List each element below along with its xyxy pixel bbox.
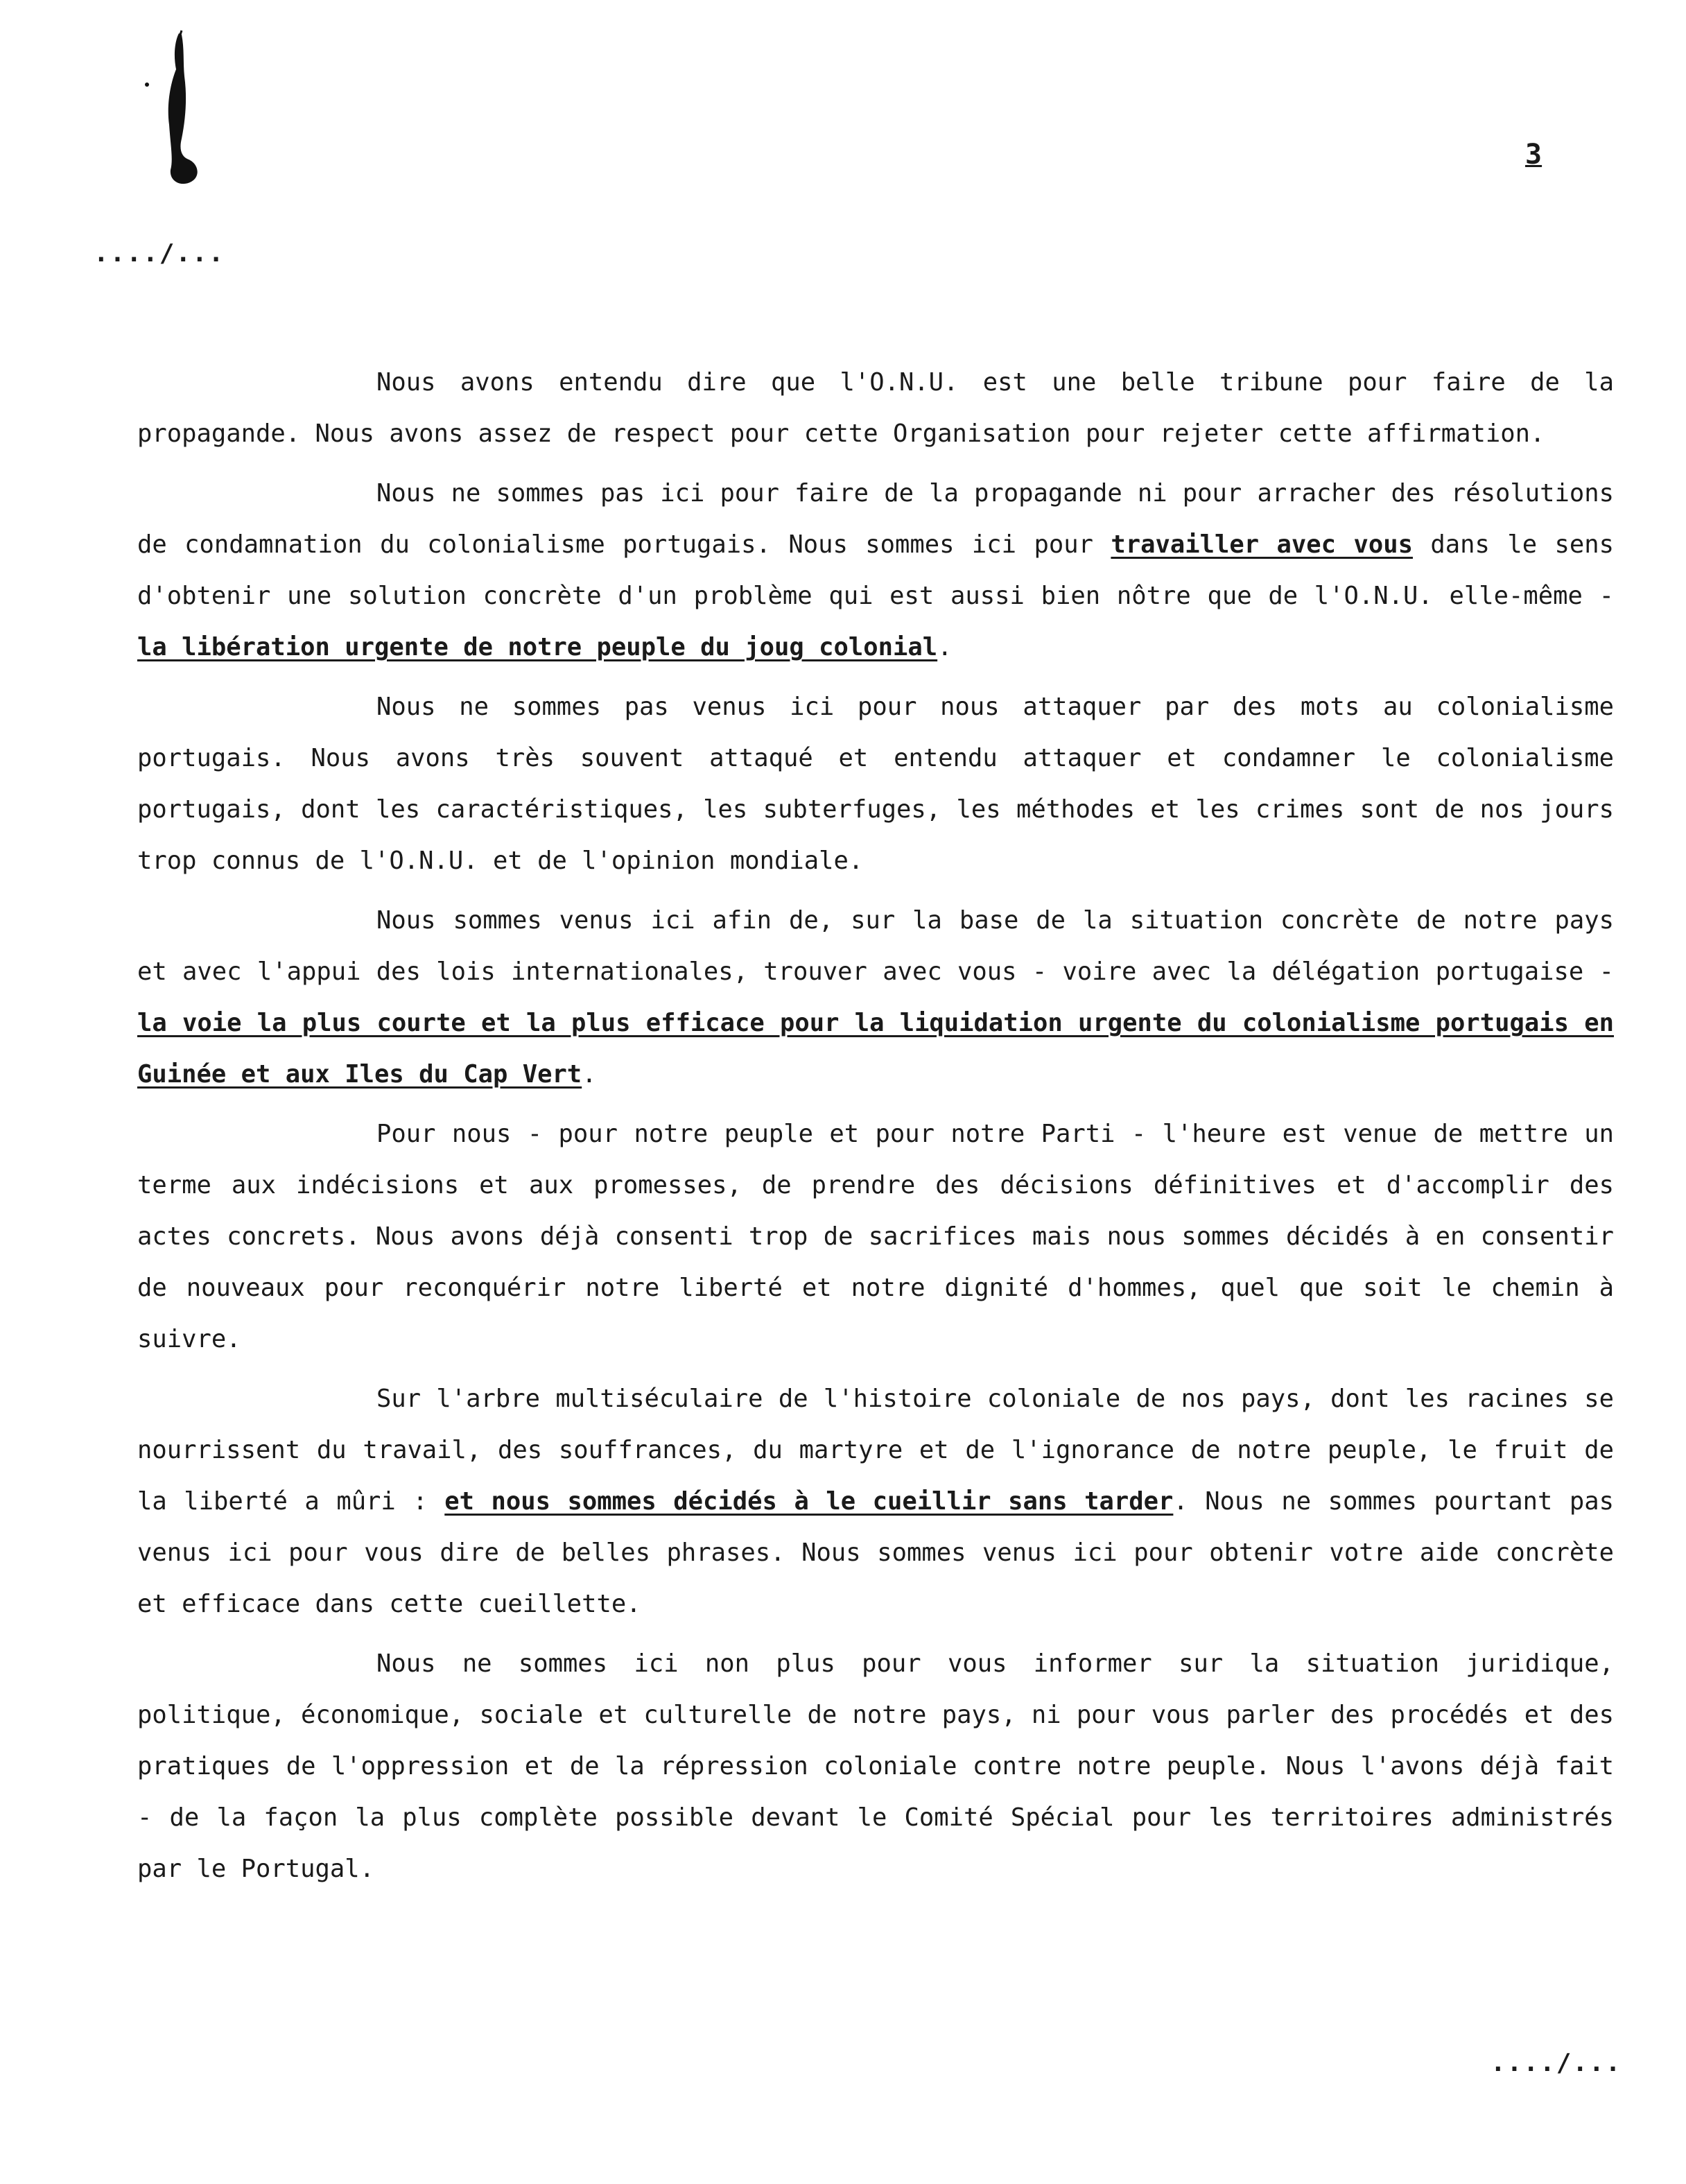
paragraph-6: Sur l'arbre multiséculaire de l'histoire coloniale de nos pays, dont les racines se nourrissent du travail, des souffrances, du martyre et de l'ignorance de notre peuple, le fruit de la liberté a mûri : et nous sommes décidés à le cueillir sans tarder. Nous ne sommes pourtant pas venus ici pour vous dire de belles phrases. Nous sommes venus ici pour obtenir votre aide concrète et efficace dans cette cueillette. [137, 1385, 1614, 1618]
ink-mark-icon [139, 28, 215, 187]
underlined-phrase: la voie la plus courte et la plus efficace pour la liquidation urgente du colonialisme portugais en Guinée et aux Iles du Cap Vert [137, 1009, 1614, 1089]
continuation-marker-bottom: ..../... [1491, 2049, 1622, 2077]
underlined-phrase: travailler avec vous [1111, 530, 1413, 559]
paragraph-4: Nous sommes venus ici afin de, sur la base de la situation concrète de notre pays et avec l'appui des lois internationales, trouver avec vous - voire avec la délégation portugaise - la voie la plus courte et la plus efficace pour la liquidation urgente du colonialisme portugais en Guinée et aux Iles du Cap Vert. [137, 906, 1614, 1089]
underlined-phrase: la libération urgente de notre peuple du joug colonial [137, 633, 938, 661]
paragraph-3: Nous ne sommes pas venus ici pour nous attaquer par des mots au colonialisme portugais. Nous avons très souvent attaqué et entendu attaquer et condamner le colonialisme portugais, dont les caractéristiques, les subterfuges, les méthodes et les crimes sont de nos jours trop connus de l'O.N.U. et de l'opinion mondiale. [137, 693, 1614, 875]
paragraph-2: Nous ne sommes pas ici pour faire de la propagande ni pour arracher des résolutions de condamnation du colonialisme portugais. Nous sommes ici pour travailler avec vous dans le sens d'obtenir une solution concrète d'un problème qui est aussi bien nôtre que de l'O.N.U. elle-même - la libération urgente de notre peuple du joug colonial. [137, 479, 1614, 661]
paragraph-5: Pour nous - pour notre peuple et pour notre Parti - l'heure est venue de mettre un terme aux indécisions et aux promesses, de prendre des décisions définitives et d'accomplir des actes concrets. Nous avons déjà consenti trop de sacrifices mais nous sommes décidés à en consentir de nouveaux pour reconquérir notre liberté et notre dignité d'hommes, quel que soit le chemin à suivre. [137, 1120, 1614, 1353]
body-text [137, 357, 1614, 1895]
underlined-phrase: et nous sommes décidés à le cueillir sans tarder [444, 1487, 1174, 1516]
paragraph-1: Nous avons entendu dire que l'O.N.U. est une belle tribune pour faire de la propagande. Nous avons assez de respect pour cette Organisation pour rejeter cette affirmation. [137, 368, 1614, 448]
continuation-marker-top: ..../... [94, 239, 225, 268]
paragraph-7: Nous ne sommes ici non plus pour vous informer sur la situation juridique, politique, économique, sociale et culturelle de notre pays, ni pour vous parler des procédés et des pratiques de l'oppression et de la répression coloniale contre notre peuple. Nous l'avons déjà fait - de la façon la plus complète possible devant le Comité Spécial pour les territoires administrés par le Portugal. [137, 1649, 1614, 1883]
page-number: 3 [1525, 139, 1542, 171]
